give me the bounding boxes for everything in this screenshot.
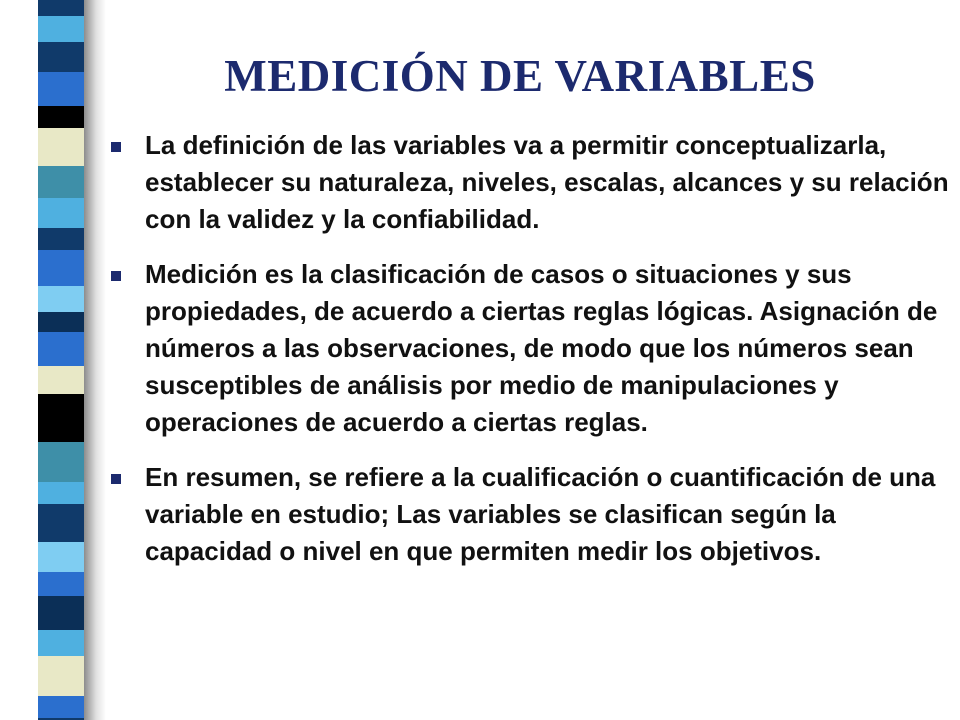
strip-block: [38, 198, 84, 228]
bullet-text: Medición es la clasificación de casos o situaciones y sus propiedades, de acuerdo a ciertas reglas lógicas. Asignación de números a las observaciones, de modo que los números sean susceptibles de análisis por medio de manipulaciones y operaciones de acuerdo a ciertas reglas.: [145, 259, 938, 437]
strip-block: [38, 128, 84, 166]
bullet-list: [100, 127, 950, 588]
square-bullet-icon: [111, 271, 121, 281]
strip-block: [38, 542, 84, 572]
square-bullet-icon: [111, 142, 121, 152]
strip-block: [38, 286, 84, 312]
strip-block: [38, 366, 84, 394]
bullet-text: En resumen, se refiere a la cualificación o cuantificación de una variable en estudio; Las variables se clasifican según la capacidad o nivel en que permiten medir los objetivos.: [145, 462, 936, 566]
strip-block: [38, 504, 84, 542]
strip-block: [38, 228, 84, 250]
strip-block: [38, 16, 84, 42]
strip-block: [38, 656, 84, 696]
strip-block: [38, 0, 84, 16]
strip-block: [38, 166, 84, 198]
slide-title: MEDICIÓN DE VARIABLES: [224, 51, 816, 101]
strip-block: [38, 250, 84, 286]
decorative-color-strip: [38, 0, 84, 720]
strip-block: [38, 72, 84, 106]
bullet-item: [100, 459, 950, 570]
strip-block: [38, 42, 84, 72]
strip-block: [38, 312, 84, 332]
bullet-item: [100, 256, 950, 441]
strip-block: [38, 394, 84, 442]
strip-block: [38, 332, 84, 366]
bullet-item: [100, 127, 950, 238]
strip-block: [38, 572, 84, 596]
bullet-text: La definición de las variables va a permitir conceptualizarla, establecer su naturaleza, niveles, escalas, alcances y su relación con la validez y la confiabilidad.: [145, 130, 949, 234]
strip-block: [38, 482, 84, 504]
strip-block: [38, 106, 84, 128]
strip-block: [38, 442, 84, 482]
strip-block: [38, 596, 84, 630]
square-bullet-icon: [111, 474, 121, 484]
strip-block: [38, 630, 84, 656]
strip-block: [38, 696, 84, 718]
